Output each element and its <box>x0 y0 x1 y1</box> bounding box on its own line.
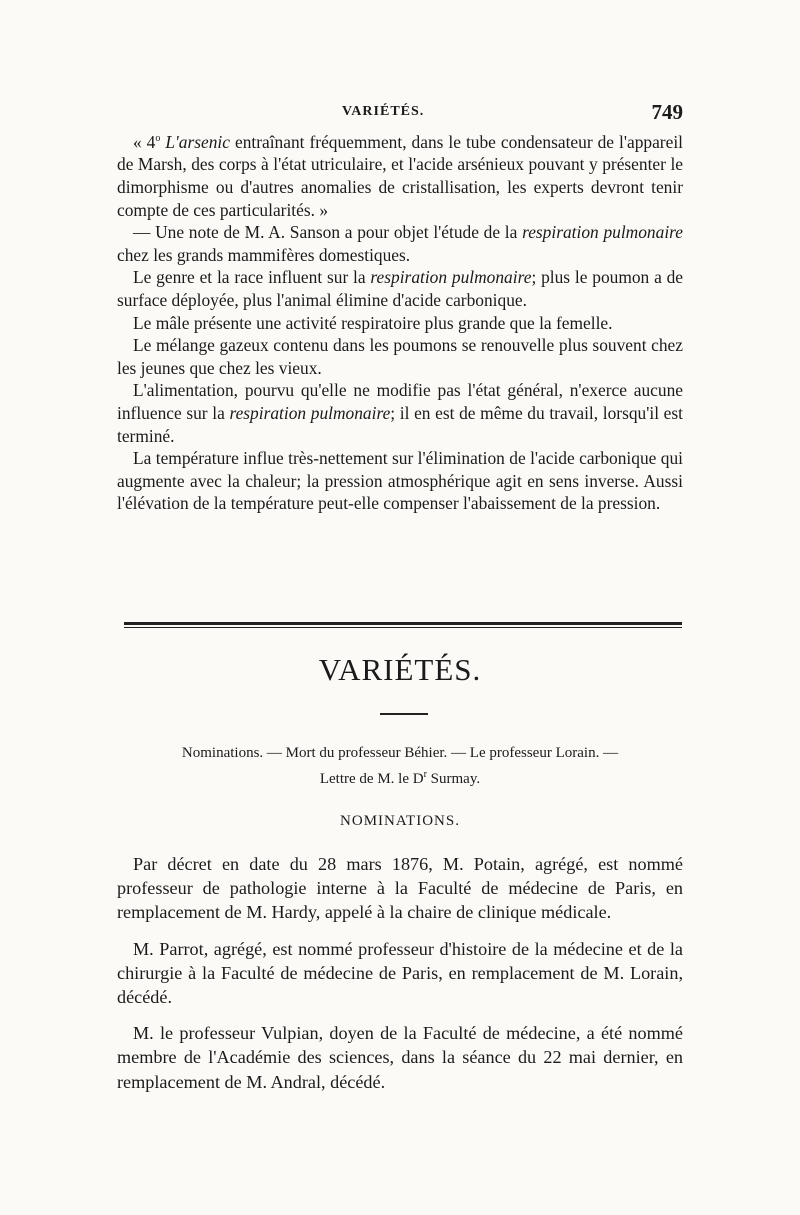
section-summary <box>117 742 683 790</box>
paragraph-alimentation: L'alimentation, pourvu qu'elle ne modifie pas l'état général, n'exerce aucune influence sur la respiration pulmonaire; il en est de même du travail, lorsqu'il est terminé. <box>117 380 684 446</box>
paragraph-parrot: M. Parrot, agrégé, est nommé professeur d'histoire de la médecine et de la chirurgie à la Faculté de médecine de Paris, en remplacement de M. Lorain, décédé. <box>117 938 683 1008</box>
article-continuation <box>117 128 683 515</box>
section-divider <box>124 622 682 628</box>
summary-line-2: Lettre de M. le $D^r$ Surmay. <box>319 769 481 787</box>
page-header <box>117 100 683 128</box>
paragraph-sanson-note: — Une note de M. A. Sanson a pour objet l'étude de la respiration pulmonaire chez les grands mammifères domestiques. <box>117 222 683 265</box>
paragraph-male: Le mâle présente une activité respiratoire plus grande que la femelle. <box>133 312 613 333</box>
paragraph-genre-race: Le genre et la race influent sur la respiration pulmonaire; plus le poumon a de surface déployée, plus l'animal élimine d'acide carbonique. <box>117 267 684 310</box>
paragraph-potain: Par décret en date du 28 mars 1876, M. Potain, agrégé, est nommé professeur de pathologie interne à la Faculté de médecine de Paris, en remplacement de M. Hardy, appelé à la chaire de clinique médicale. <box>117 854 683 923</box>
nominations-heading: NOMINATIONS. <box>340 813 460 829</box>
running-head: VARIÉTÉS. <box>342 104 425 119</box>
paragraph-temperature: La température influe très-nettement sur l'élimination de l'acide carbonique qui augmente avec la chaleur; la pression atmosphérique agit en sens inverse. Aussi l'élévation de la température peut-elle compenser l'abaissement de la pression. <box>117 448 683 514</box>
title-underline <box>380 713 428 715</box>
nominations-body <box>117 852 683 1106</box>
paragraph-gas-mix: Le mélange gazeux contenu dans les poumons se renouvelle plus souvent chez les jeunes que chez les vieux. <box>117 335 683 378</box>
section-title: VARIÉTÉS. <box>318 652 482 687</box>
paragraph-vulpian: M. le professeur Vulpian, doyen de la Faculté de médecine, a été nommé membre de l'Académie des sciences, dans la séance du 22 mai dernier, en remplacement de M. Andral, décédé. <box>117 1023 683 1092</box>
page-number: 749 <box>651 100 683 124</box>
summary-line-1: Nominations. — Mort du professeur Béhier. — Le professeur Lorain. — <box>181 745 619 761</box>
paragraph-arsenic: « 4$^o$ L'arsenic entraînant fréquemment, dans le tube condensateur de l'appareil de Marsh, des corps à l'état utriculaire, et l'acide arsénieux pouvant y présenter le dimorphisme ou d'autres anomalies de cristallisation, les experts devront tenir compte de ces particularités. » <box>117 131 683 220</box>
